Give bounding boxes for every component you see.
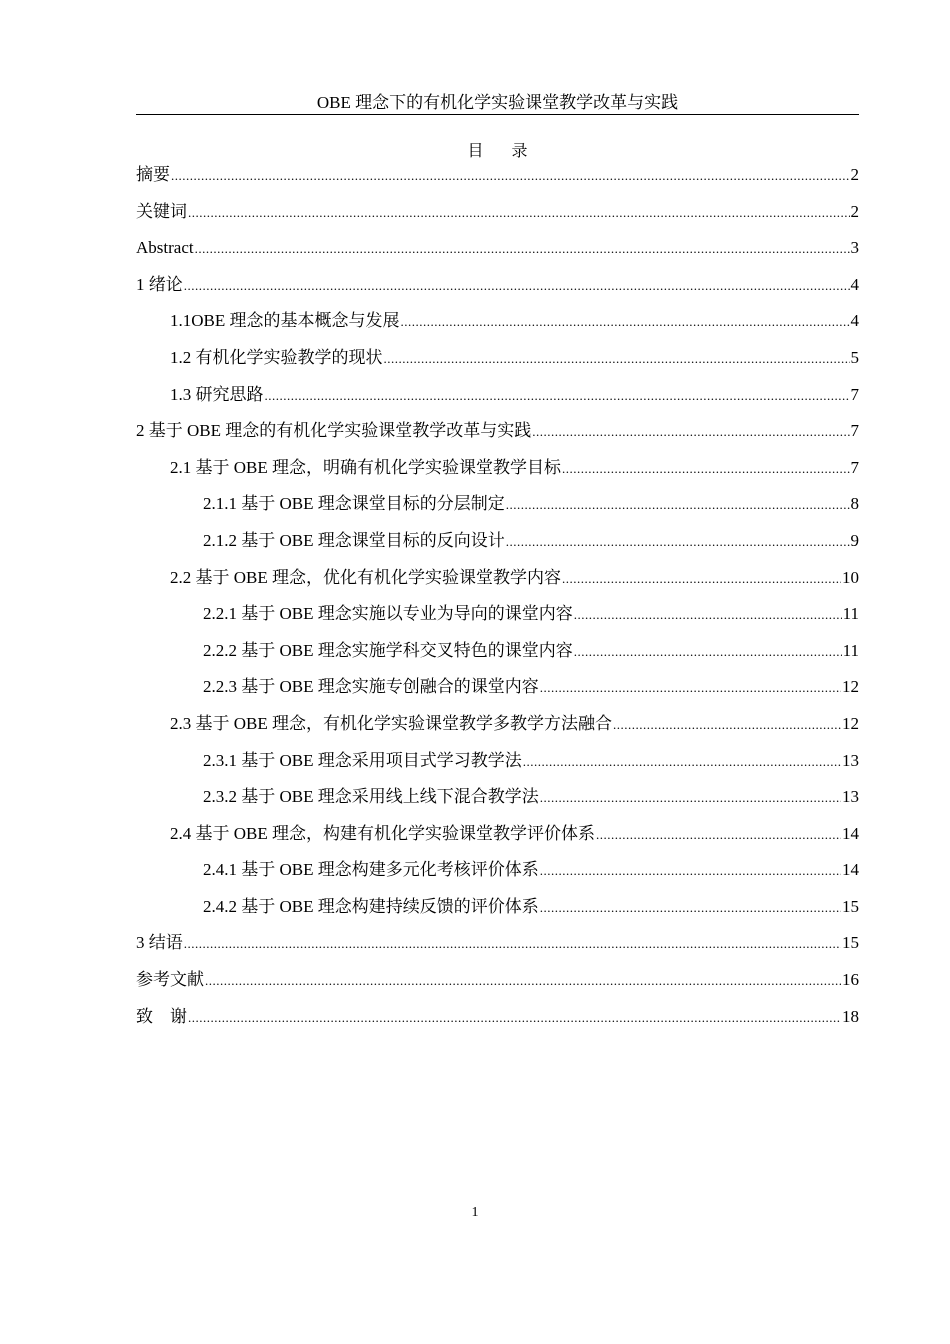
toc-entry-page: 4: [850, 311, 859, 331]
toc-dot-leader: [171, 161, 850, 191]
toc-entry-page: 15: [842, 933, 859, 953]
toc-dot-leader: [523, 747, 841, 777]
toc-entry-title: 1.1OBE 理念的基本概念与发展: [170, 311, 400, 331]
toc-entry-page: 7: [850, 457, 859, 477]
toc-entry[interactable]: [136, 233, 859, 270]
toc-entry-page: 9: [850, 530, 859, 550]
toc-entry-page: 11: [842, 640, 859, 660]
toc-entry[interactable]: [136, 1002, 859, 1039]
header-rule: [136, 114, 859, 115]
toc-entry-title: 2.2.3 基于 OBE 理念实施专创融合的课堂内容: [203, 677, 539, 697]
toc-entry-page: 16: [842, 970, 859, 990]
toc-dot-leader: [562, 564, 841, 594]
toc-dot-leader: [574, 600, 842, 630]
toc-entry[interactable]: [136, 380, 859, 417]
toc-entry-title: 摘要: [136, 165, 170, 184]
toc-entry-page: 13: [842, 787, 859, 807]
toc-dot-leader: [540, 856, 841, 886]
toc-entry-title: 2.4.1 基于 OBE 理念构建多元化考核评价体系: [203, 860, 539, 880]
toc-entry[interactable]: [136, 270, 859, 307]
toc-entry-title: 2.3.1 基于 OBE 理念采用项目式学习教学法: [203, 750, 522, 770]
toc-entry[interactable]: [136, 746, 859, 783]
page-number: 1: [471, 1205, 479, 1220]
table-of-contents: [136, 160, 859, 1038]
toc-entry-page: 2: [850, 165, 859, 184]
toc-entry-page: 13: [842, 750, 859, 770]
toc-dot-leader: [384, 344, 850, 374]
toc-entry-page: 4: [850, 274, 859, 294]
toc-entry[interactable]: [136, 965, 859, 1002]
toc-entry[interactable]: [136, 672, 859, 709]
toc-entry-title: 1.3 研究思路: [170, 384, 264, 404]
toc-entry-title: 2.1.2 基于 OBE 理念课堂目标的反向设计: [203, 530, 505, 550]
toc-entry[interactable]: [136, 489, 859, 526]
toc-entry[interactable]: [136, 855, 859, 892]
toc-entry[interactable]: [136, 819, 859, 856]
toc-entry[interactable]: [136, 782, 859, 819]
toc-entry-title: 2.2.2 基于 OBE 理念实施学科交叉特色的课堂内容: [203, 640, 573, 660]
toc-heading: 目录: [467, 143, 556, 160]
toc-dot-leader: [195, 234, 850, 264]
toc-dot-leader: [613, 710, 841, 740]
toc-dot-leader: [540, 893, 841, 923]
toc-dot-leader: [506, 527, 850, 557]
toc-entry[interactable]: [136, 892, 859, 929]
toc-dot-leader: [188, 1003, 841, 1033]
toc-entry-title: 2.4.2 基于 OBE 理念构建持续反馈的评价体系: [203, 896, 539, 916]
toc-entry-page: 10: [842, 567, 859, 587]
toc-entry-title: 参考文献: [136, 970, 204, 990]
toc-entry-title: 2.2 基于 OBE 理念，优化有机化学实验课堂教学内容: [170, 567, 561, 587]
toc-entry-title: 2.3.2 基于 OBE 理念采用线上线下混合教学法: [203, 787, 539, 807]
toc-dot-leader: [532, 417, 849, 447]
toc-entry[interactable]: [136, 197, 859, 234]
toc-entry-page: 12: [842, 677, 859, 697]
toc-entry-page: 15: [842, 896, 859, 916]
toc-entry-title: 2.4 基于 OBE 理念，构建有机化学实验课堂教学评价体系: [170, 823, 595, 843]
toc-entry[interactable]: [136, 453, 859, 490]
toc-entry[interactable]: [136, 636, 859, 673]
toc-entry-title: 1.2 有机化学实验教学的现状: [170, 347, 383, 367]
toc-entry[interactable]: [136, 160, 859, 197]
toc-dot-leader: [540, 783, 841, 813]
toc-dot-leader: [506, 490, 850, 520]
toc-entry[interactable]: [136, 599, 859, 636]
toc-entry-title: 致 谢: [136, 1006, 187, 1026]
toc-dot-leader: [562, 454, 850, 484]
toc-entry-title: 2.1 基于 OBE 理念，明确有机化学实验课堂教学目标: [170, 457, 561, 477]
running-header: OBE 理念下的有机化学实验课堂教学改革与实践: [316, 93, 679, 112]
toc-entry-title: 关键词: [136, 201, 187, 221]
toc-entry-page: 5: [850, 347, 859, 367]
toc-dot-leader: [574, 637, 842, 667]
toc-dot-leader: [184, 271, 850, 301]
toc-entry-page: 7: [850, 384, 859, 404]
toc-entry[interactable]: [136, 416, 859, 453]
toc-entry-title: 2.1.1 基于 OBE 理念课堂目标的分层制定: [203, 494, 505, 514]
toc-dot-leader: [188, 198, 850, 228]
toc-entry-page: 14: [842, 823, 859, 843]
toc-entry-page: 18: [842, 1006, 859, 1026]
toc-dot-leader: [265, 381, 850, 411]
toc-dot-leader: [401, 307, 850, 337]
toc-entry-page: 11: [842, 604, 859, 624]
toc-entry[interactable]: [136, 343, 859, 380]
toc-dot-leader: [184, 929, 841, 959]
toc-entry[interactable]: [136, 563, 859, 600]
toc-dot-leader: [205, 966, 841, 996]
toc-dot-leader: [540, 673, 841, 703]
toc-entry[interactable]: [136, 928, 859, 965]
toc-entry[interactable]: [136, 709, 859, 746]
toc-entry-title: Abstract: [136, 238, 194, 258]
toc-entry-page: 12: [842, 713, 859, 733]
toc-entry[interactable]: [136, 526, 859, 563]
toc-entry-page: 8: [850, 494, 859, 514]
toc-entry-page: 3: [850, 238, 859, 258]
toc-entry-page: 14: [842, 860, 859, 880]
toc-entry-page: 7: [850, 421, 859, 441]
toc-entry-title: 3 结语: [136, 933, 183, 953]
toc-entry-page: 2: [850, 201, 859, 221]
toc-entry[interactable]: [136, 306, 859, 343]
toc-entry-title: 2.2.1 基于 OBE 理念实施以专业为导向的课堂内容: [203, 604, 573, 624]
toc-entry-title: 2.3 基于 OBE 理念，有机化学实验课堂教学多教学方法融合: [170, 713, 612, 733]
toc-dot-leader: [596, 820, 841, 850]
toc-entry-title: 2 基于 OBE 理念的有机化学实验课堂教学改革与实践: [136, 421, 532, 441]
toc-entry-title: 1 绪论: [136, 274, 183, 294]
